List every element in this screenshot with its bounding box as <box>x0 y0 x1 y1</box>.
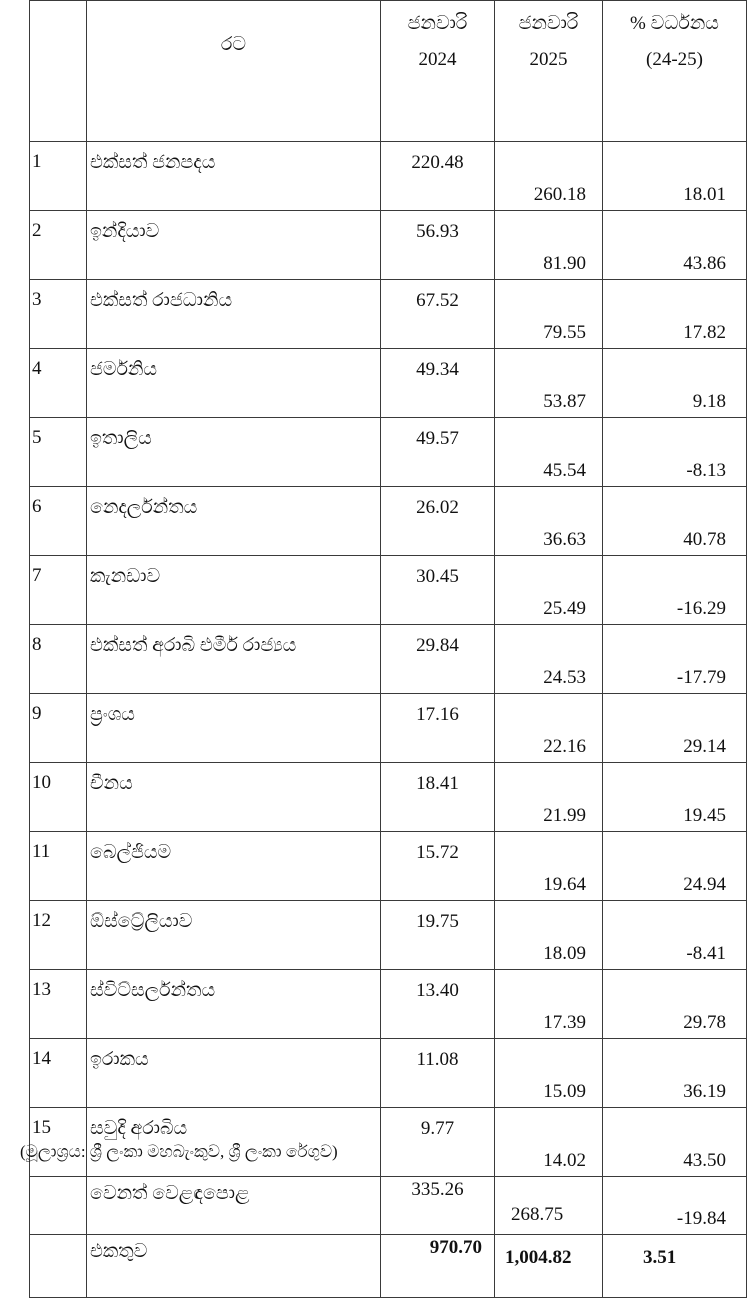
table-row <box>30 1039 747 1108</box>
value-jan2025: 45.54 <box>495 418 603 487</box>
value-jan2024: 15.72 <box>381 832 495 901</box>
row-number: 6 <box>30 487 87 556</box>
value-jan2025: 260.18 <box>495 142 603 211</box>
row-number: 14 <box>30 1039 87 1108</box>
table-row <box>30 901 747 970</box>
row-number: 13 <box>30 970 87 1039</box>
header-row <box>30 1 747 142</box>
header-growth <box>603 1 747 142</box>
total-jan2025: 1,004.82 <box>495 1235 603 1298</box>
value-jan2024: 56.93 <box>381 211 495 280</box>
total-growth: 3.51 <box>603 1235 747 1298</box>
value-jan2025: 53.87 <box>495 349 603 418</box>
value-jan2025: 18.09 <box>495 901 603 970</box>
value-jan2025: 21.99 <box>495 763 603 832</box>
value-jan2024: 30.45 <box>381 556 495 625</box>
total-label: එකතුව <box>87 1235 381 1298</box>
row-number: 11 <box>30 832 87 901</box>
value-growth: 43.50 <box>603 1108 747 1177</box>
row-number: 1 <box>30 142 87 211</box>
total-row <box>30 1235 747 1298</box>
table-row <box>30 625 747 694</box>
country-name: ඕස්ට්‍රේලියාව <box>87 901 381 970</box>
value-growth: 36.19 <box>603 1039 747 1108</box>
country-name: චීනය <box>87 763 381 832</box>
header-growth-range: (24-25) <box>646 49 703 70</box>
row-number: 9 <box>30 694 87 763</box>
country-name: කැනඩාව <box>87 556 381 625</box>
row-number: 3 <box>30 280 87 349</box>
total-no <box>30 1235 87 1298</box>
header-no <box>30 1 87 142</box>
country-name: ප්‍රංශය <box>87 694 381 763</box>
value-growth: -8.13 <box>603 418 747 487</box>
value-growth: 17.82 <box>603 280 747 349</box>
value-jan2025: 24.53 <box>495 625 603 694</box>
value-jan2024: 26.02 <box>381 487 495 556</box>
total-jan2024: 970.70 <box>381 1235 495 1298</box>
table-row <box>30 556 747 625</box>
value-jan2024: 49.34 <box>381 349 495 418</box>
value-growth: 24.94 <box>603 832 747 901</box>
table-row <box>30 418 747 487</box>
value-jan2025: 81.90 <box>495 211 603 280</box>
table-row <box>30 763 747 832</box>
value-jan2025: 79.55 <box>495 280 603 349</box>
value-growth: -8.41 <box>603 901 747 970</box>
row-number: 10 <box>30 763 87 832</box>
table-row <box>30 280 747 349</box>
country-name: සවුදි අරාබිය <box>87 1108 381 1177</box>
table-row <box>30 487 747 556</box>
value-jan2024: 29.84 <box>381 625 495 694</box>
country-name: ස්විට්සර්ලන්තය <box>87 970 381 1039</box>
header-jan2025-month: ජනවාරි <box>518 13 579 34</box>
other-growth: -19.84 <box>603 1177 747 1235</box>
value-jan2025: 17.39 <box>495 970 603 1039</box>
country-name: ඉරාකය <box>87 1039 381 1108</box>
value-jan2024: 18.41 <box>381 763 495 832</box>
country-name: ඉන්දියාව <box>87 211 381 280</box>
table-row <box>30 142 747 211</box>
other-no <box>30 1177 87 1235</box>
row-number: 4 <box>30 349 87 418</box>
header-jan2024-year: 2024 <box>418 49 457 70</box>
value-jan2024: 19.75 <box>381 901 495 970</box>
value-growth: 29.14 <box>603 694 747 763</box>
value-growth: 43.86 <box>603 211 747 280</box>
country-name: එක්සත් ජනපදය <box>87 142 381 211</box>
other-jan2024: 335.26 <box>381 1177 495 1235</box>
value-jan2025: 19.64 <box>495 832 603 901</box>
header-jan2024-month: ජනවාරි <box>407 13 468 34</box>
value-growth: -17.79 <box>603 625 747 694</box>
other-country: වෙනත් වෙළඳපොළ <box>87 1177 381 1235</box>
row-number: 8 <box>30 625 87 694</box>
value-growth: 18.01 <box>603 142 747 211</box>
value-jan2024: 67.52 <box>381 280 495 349</box>
row-number: 7 <box>30 556 87 625</box>
country-name: ඉතාලිය <box>87 418 381 487</box>
other-jan2025: 268.75 <box>495 1177 603 1235</box>
other-markets-row <box>30 1177 747 1235</box>
table-body <box>30 1 747 1298</box>
value-jan2024: 11.08 <box>381 1039 495 1108</box>
header-country: රට <box>87 1 381 142</box>
value-jan2024: 13.40 <box>381 970 495 1039</box>
row-number: 5 <box>30 418 87 487</box>
country-name: එක්සත් රාජධානිය <box>87 280 381 349</box>
export-table <box>29 0 747 1298</box>
header-jan2024 <box>381 1 495 142</box>
header-growth-label: % වර්ධනය <box>630 13 719 34</box>
value-jan2024: 49.57 <box>381 418 495 487</box>
value-jan2025: 25.49 <box>495 556 603 625</box>
value-growth: 29.78 <box>603 970 747 1039</box>
row-number: 15 <box>30 1108 87 1177</box>
value-growth: 9.18 <box>603 349 747 418</box>
table-row <box>30 694 747 763</box>
country-name: ජර්මනිය <box>87 349 381 418</box>
row-number: 2 <box>30 211 87 280</box>
country-name: නෙදර්ලන්තය <box>87 487 381 556</box>
value-jan2025: 22.16 <box>495 694 603 763</box>
table-row <box>30 349 747 418</box>
value-growth: 19.45 <box>603 763 747 832</box>
value-jan2024: 220.48 <box>381 142 495 211</box>
header-jan2025 <box>495 1 603 142</box>
table-row <box>30 211 747 280</box>
value-jan2025: 14.02 <box>495 1108 603 1177</box>
country-name: බෙල්ජියම <box>87 832 381 901</box>
table-row <box>30 832 747 901</box>
row-number: 12 <box>30 901 87 970</box>
value-jan2024: 17.16 <box>381 694 495 763</box>
country-name: එක්සත් අරාබි එමීර් රාජ්‍යය <box>87 625 381 694</box>
value-jan2025: 36.63 <box>495 487 603 556</box>
header-jan2025-year: 2025 <box>529 49 568 70</box>
value-jan2024: 9.77 <box>381 1108 495 1177</box>
value-growth: -16.29 <box>603 556 747 625</box>
source-note: (මූලාශ්‍රය: ශ්‍රී ලංකා මහබැංකුව, ශ්‍රී ලංකා රේගුව) <box>20 1142 338 1161</box>
value-growth: 40.78 <box>603 487 747 556</box>
value-jan2025: 15.09 <box>495 1039 603 1108</box>
table-row <box>30 970 747 1039</box>
